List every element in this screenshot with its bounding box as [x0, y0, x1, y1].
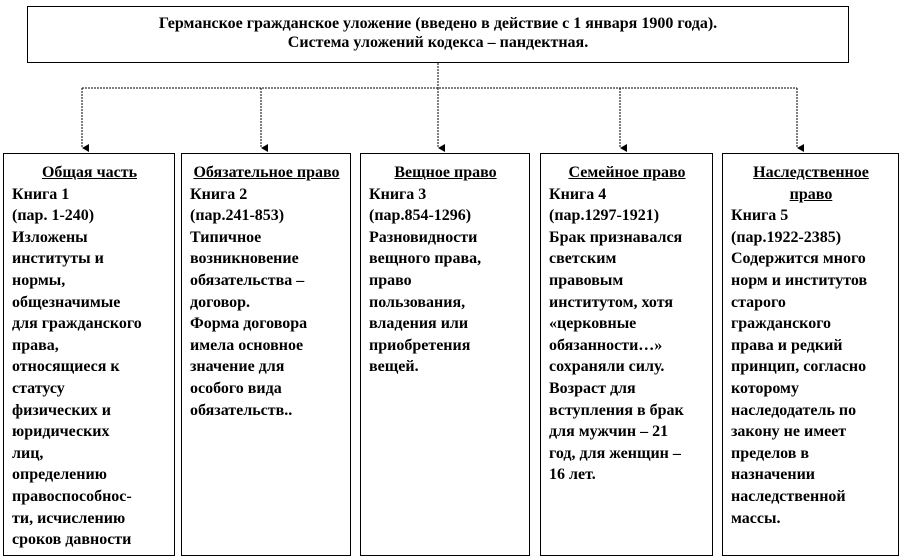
- column-body: Книга 3 (пар.854-1296) Разновидности вещного права, право пользования, владения или приобретения вещей.: [369, 185, 482, 376]
- header-line-2: Система уложений кодекса – пандектная.: [287, 34, 589, 51]
- column-body: Книга 4 (пар.1297-1921) Брак признавался светским правовым институтом, хотя «церковные обязанности…» сохраняли силу. Возраст для вступления в брак для мужчин – 21 год, для женщин – 16 лет.: [549, 185, 684, 484]
- column-obligations: [181, 153, 351, 556]
- column-body: Книга 5 (пар.1922-2385) Содержится много норм и институтов старого гражданского права и редкий принцип, согласно которому наследодатель по закону не имеет пределов в назначении наследственной массы.: [731, 207, 868, 527]
- column-title: Общая часть: [41, 164, 138, 181]
- column-title: Обязательное право: [193, 164, 340, 181]
- code-header-box: [27, 6, 849, 63]
- column-title: Семейное право: [568, 164, 686, 181]
- column-body: Книга 1 (пар. 1-240) Изложены институты и нормы, общезначимые для гражданского права, относящиеся к статусу физических и юридических лиц, определению правоспособнос- ти, исчислению сроков давности: [12, 185, 142, 549]
- column-property: [360, 153, 530, 556]
- column-general-part: [3, 153, 175, 556]
- header-line-1: Германское гражданское уложение (введено в действие с 1 января 1900 года).: [158, 15, 718, 32]
- column-body: Книга 2 (пар.241-853) Типичное возникновение обязательства – договор. Форма договора имела основное значение для особого вида обязательств..: [190, 185, 308, 419]
- column-title: Вещное право: [394, 164, 497, 181]
- column-inheritance: [722, 153, 899, 556]
- column-title: Наследственное право: [753, 164, 869, 203]
- column-family: [540, 153, 713, 556]
